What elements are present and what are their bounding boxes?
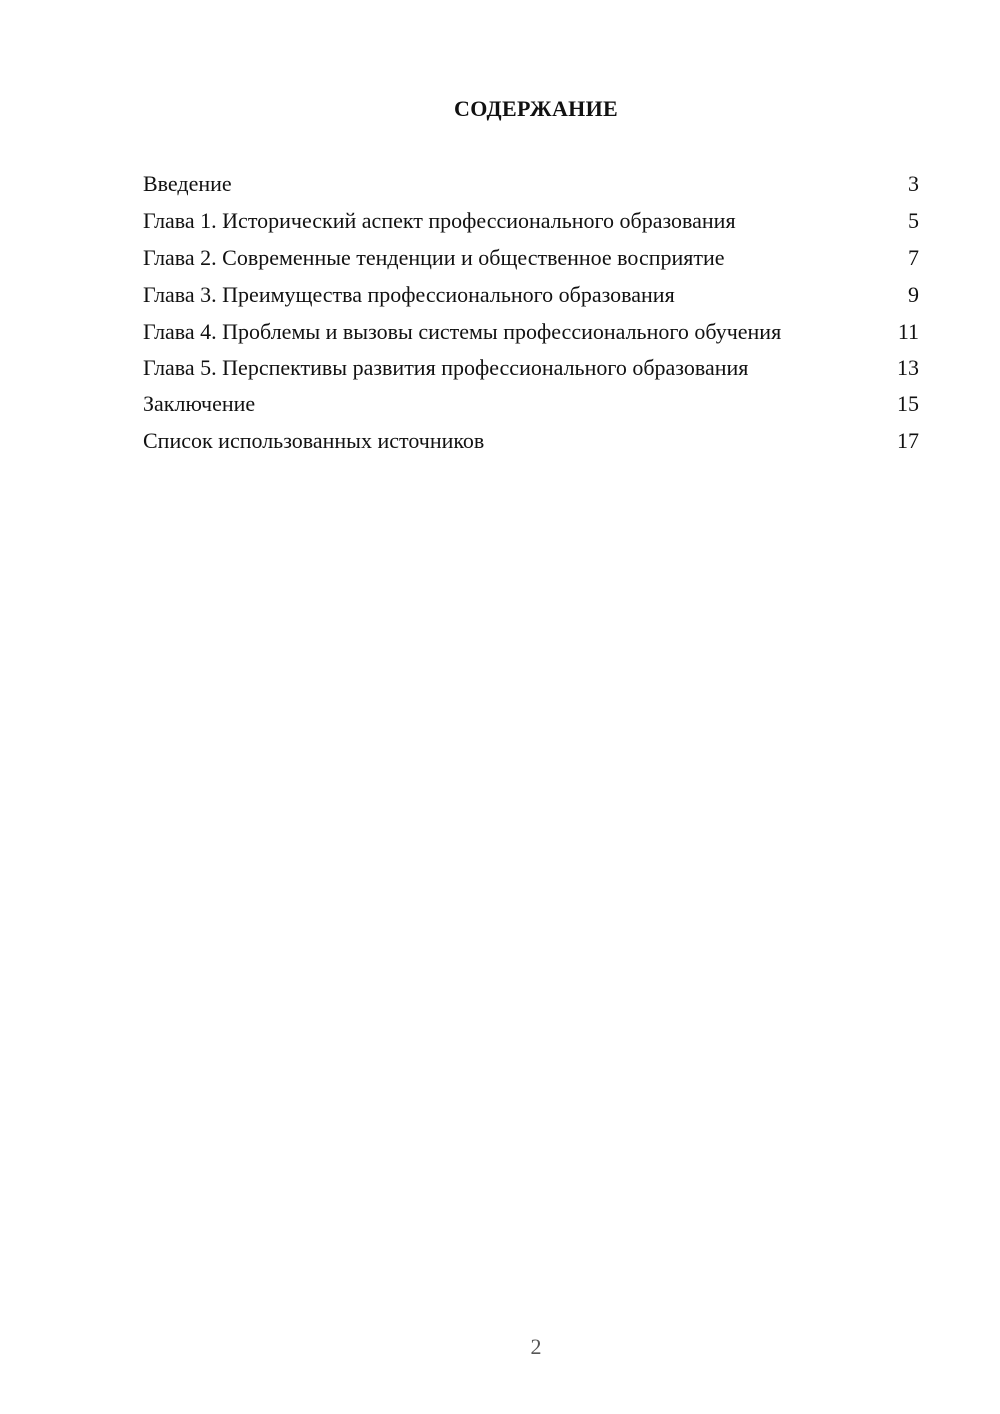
- toc-entry-page: 7: [908, 245, 919, 270]
- toc-entry-chapter-2[interactable]: [143, 244, 919, 271]
- table-of-contents: [143, 170, 919, 464]
- toc-entry-title: Глава 4. Проблемы и вызовы системы профессионального обучения: [143, 319, 782, 344]
- toc-entry-references[interactable]: [143, 427, 919, 454]
- toc-entry-chapter-1[interactable]: [143, 207, 919, 234]
- toc-entry-page: 15: [897, 391, 919, 416]
- toc-entry-page: 3: [908, 171, 919, 196]
- toc-entry-title: Глава 1. Исторический аспект профессионального образования: [143, 208, 736, 233]
- toc-entry-page: 5: [908, 208, 919, 233]
- toc-entry-title: Введение: [143, 171, 232, 196]
- toc-entry-page: 13: [897, 355, 919, 380]
- toc-entry-page: 17: [897, 428, 919, 453]
- toc-entry-title: Глава 3. Преимущества профессионального образования: [143, 282, 675, 307]
- toc-entry-title: Заключение: [143, 391, 256, 416]
- toc-entry-page: 11: [897, 319, 919, 344]
- toc-entry-title: Глава 2. Современные тенденции и общественное восприятие: [143, 245, 725, 270]
- toc-entry-chapter-4[interactable]: [143, 318, 919, 345]
- page-number: 2: [530, 1334, 542, 1359]
- toc-entry-chapter-3[interactable]: [143, 281, 919, 308]
- toc-entry-introduction[interactable]: [143, 170, 919, 197]
- page-title: СОДЕРЖАНИЕ: [454, 96, 618, 121]
- toc-entry-conclusion[interactable]: [143, 390, 919, 417]
- toc-entry-chapter-5[interactable]: [143, 354, 919, 381]
- toc-entry-title: Глава 5. Перспективы развития профессионального образования: [143, 355, 749, 380]
- toc-entry-page: 9: [908, 282, 919, 307]
- toc-entry-title: Список использованных источников: [143, 428, 485, 453]
